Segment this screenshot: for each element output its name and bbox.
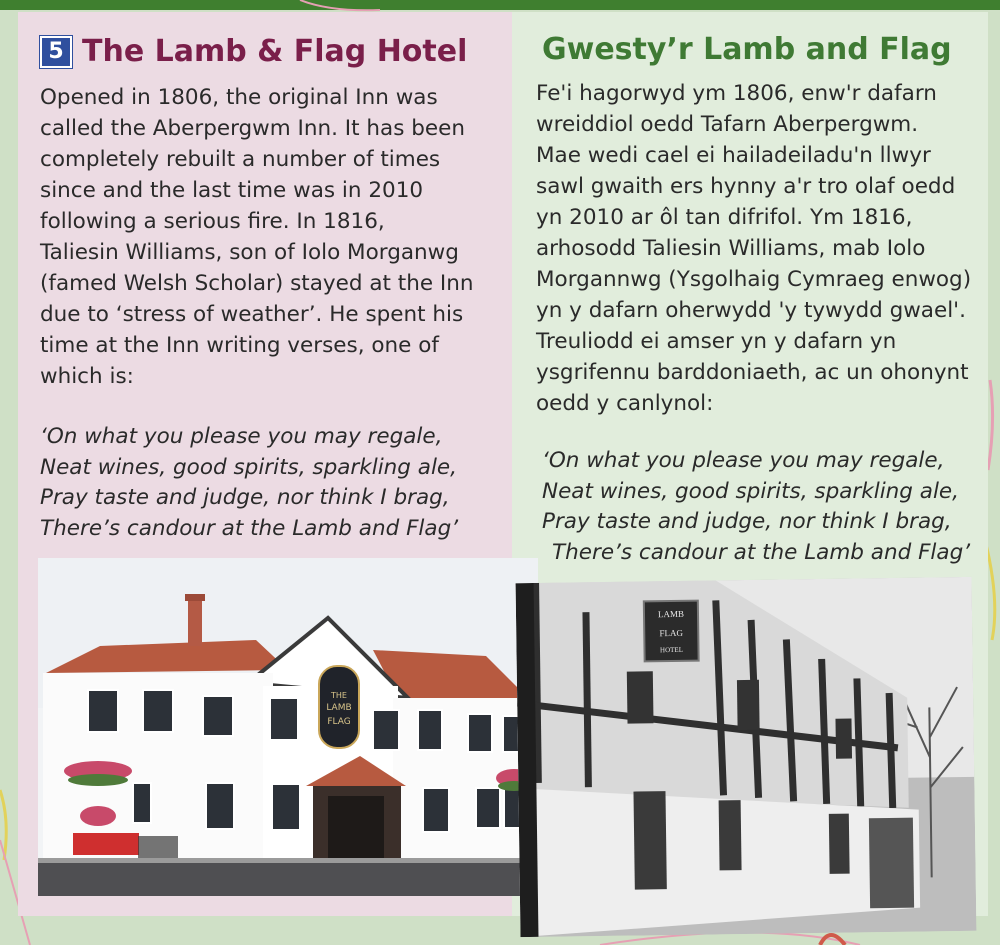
historic-sign-line: LAMB	[657, 608, 685, 620]
hotel-historic-illustration	[516, 577, 977, 937]
body-line: following a serious fire. In 1816,	[40, 209, 385, 234]
hotel-colour-photo	[38, 558, 538, 896]
historic-sign-line: HOTEL	[659, 645, 684, 655]
hotel-colour-illustration	[38, 558, 538, 896]
verse-line: ‘On what you please you may regale,	[40, 424, 443, 449]
body-line: Taliesin Williams, son of Iolo Morganwg	[40, 240, 459, 265]
body-line: since and the last time was in 2010	[40, 178, 424, 203]
body-line: time at the Inn writing verses, one of	[40, 333, 439, 358]
body-line: called the Aberpergwm Inn. It has been	[40, 116, 465, 141]
body-line: Morgannwg (Ysgolhaig Cymraeg enwog)	[536, 267, 972, 292]
body-line: sawl gwaith ers hynny a'r tro olaf oedd	[536, 174, 956, 199]
body-line: due to ‘stress of weather’. He spent his	[40, 302, 464, 327]
colour-sign-line: FLAG	[327, 717, 351, 727]
english-heading	[40, 34, 467, 69]
historic-sign-line: FLAG	[659, 627, 684, 639]
body-line: Fe'i hagorwyd ym 1806, enw'r dafarn	[536, 81, 937, 106]
body-line: oedd y canlynol:	[536, 391, 714, 416]
english-title: The Lamb & Flag Hotel	[82, 34, 468, 69]
body-line: ysgrifennu barddoniaeth, ac un ohonynt	[536, 360, 969, 385]
verse-line: Pray taste and judge, nor think I brag,	[542, 509, 952, 534]
english-verse	[40, 422, 458, 544]
body-line: completely rebuilt a number of times	[40, 147, 441, 172]
body-line: wreiddiol oedd Tafarn Aberpergwm.	[536, 112, 919, 137]
body-line: Mae wedi cael ei hailadeiladu'n llwyr	[536, 143, 931, 168]
hotel-historic-photo	[516, 577, 977, 937]
section-number-badge: 5	[40, 36, 72, 68]
welsh-heading	[542, 32, 952, 67]
body-line: yn 2010 ar ôl tan difrifol. Ym 1816,	[536, 205, 913, 230]
body-line: yn y dafarn oherwydd 'y tywydd gwael'.	[536, 298, 966, 323]
body-line: arhosodd Taliesin Williams, mab Iolo	[536, 236, 926, 261]
verse-line: There’s candour at the Lamb and Flag’	[552, 539, 971, 565]
body-line: (famed Welsh Scholar) stayed at the Inn	[40, 271, 474, 296]
colour-sign-line: THE	[331, 691, 347, 700]
body-line: which is:	[40, 364, 134, 389]
verse-line: Neat wines, good spirits, sparkling ale,	[40, 454, 457, 480]
verse-line: Neat wines, good spirits, sparkling ale,	[542, 478, 959, 504]
english-body	[40, 82, 474, 392]
verse-line: ‘On what you please you may regale,	[542, 448, 945, 473]
verse-line: There’s candour at the Lamb and Flag’	[40, 515, 459, 541]
welsh-title: Gwesty’r Lamb and Flag	[542, 32, 952, 67]
verse-line: Pray taste and judge, nor think I brag,	[40, 485, 450, 510]
body-line: Treuliodd ei amser yn y dafarn yn	[536, 329, 897, 354]
welsh-body	[536, 78, 971, 419]
welsh-verse	[542, 446, 970, 568]
body-line: Opened in 1806, the original Inn was	[40, 85, 438, 110]
colour-sign-line: LAMB	[326, 703, 352, 713]
